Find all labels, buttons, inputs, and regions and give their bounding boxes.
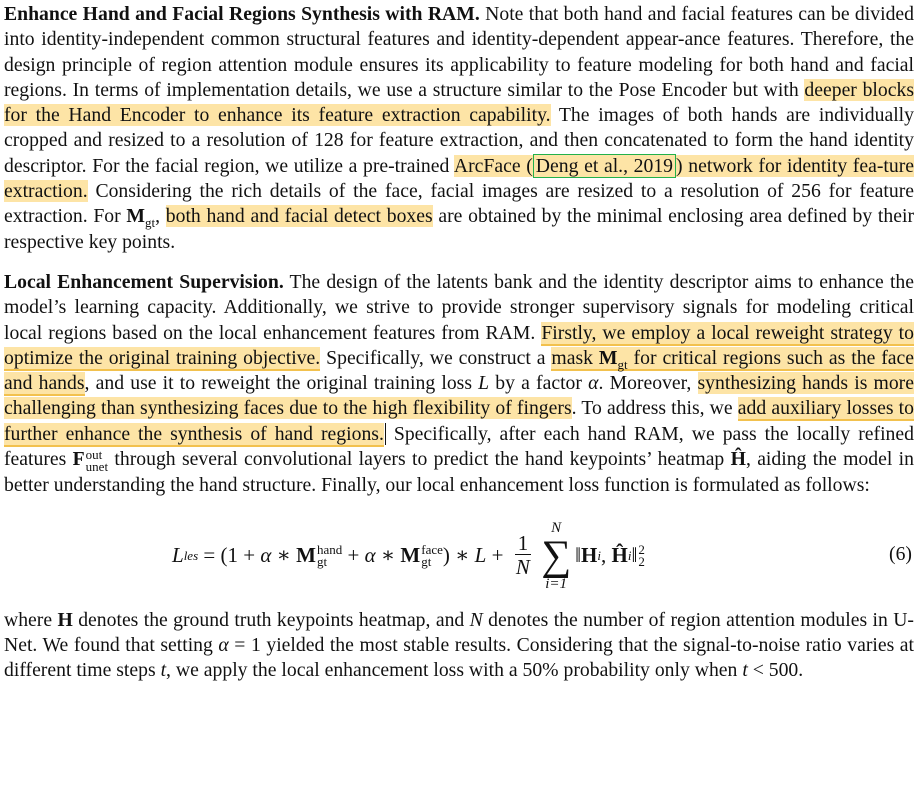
paragraph-ram: Enhance Hand and Facial Regions Synthesis with RAM. Note that both hand and facial features can be divided into identity-independent common structural features and identity-dependent appear-ance features. Therefore, the design principle of region attention module ensures its applicability to feature modeling for both hand and facial regions. In terms of implementation details, we use a structure similar to the Pose Encoder but with deeper blocks for the Hand Encoder to enhance its feature extraction capability. The images of both hands are individually cropped and resized to a resolution of 128 for feature extraction, and then concatenated to form the hand identity descriptor. For the facial region, we utilize a pre-trained ArcFace ( Deng et al., 2019 ) network for identity fea-ture extraction. Considering the rich details of the face, facial images are resized to a resolution of 256 for feature extraction. For $M_{gt}$, both hand and facial detect boxes are obtained by the minimal enclosing area defined by their respective key points. [4, 3, 915, 253]
highlight: mask $M_{gt}$ for critical regions such as the face and hands [4, 346, 915, 395]
highlight: both hand and facial detect boxes [165, 205, 433, 228]
paragraph-heading: Enhance Hand and Facial Regions Synthesis with RAM. [4, 3, 480, 25]
paragraph-where: where H denotes the ground truth keypoints heatmap, and N denotes the number of region attention modules in U-Net. We found that setting α = 1 yielded the most stable results. Considering that the signal-to-noise ratio varies at different time steps t, we apply the local enhancement loss with a 50% probability only when t < 500. [4, 608, 915, 682]
highlight: synthesizing hands is more challenging than synthesizing faces due to the high flexibility of fingers [4, 372, 914, 420]
highlight: deeper blocks for the Hand Encoder to enhance its feature extraction capability. [4, 78, 914, 127]
paragraph-supervision: Local Enhancement Supervision. The design of the latents bank and the identity descriptor aims to enhance the model’s learning capacity. Additionally, we strive to provide stronger supervisory signals for modeling critical local regions based on the local enhancement features from RAM. Firstly, we employ a local reweight strategy to optimize the original training objective. Specifically, we construct a mask $M_{gt}$ for critical regions such as the face and hands, and use it to reweight the original training loss L by a factor α. Moreover, synthesizing hands is more challenging than synthesizing faces due to the high flexibility of fingers. To address this, we add auxiliary losses to further enhance the synthesis of hand regions. Specifically, after each hand RAM, we pass the locally refined features F out unet through several convolutional layers to predict the hand keypoints’ heatmap Ĥ, aiding the model in better understanding the hand structure. Finally, our local enhancement loss function is formulated as follows: [4, 270, 915, 496]
equation-number: (6) [889, 542, 912, 565]
highlight: Firstly, we employ a local reweight strategy to optimize the original training objective. [4, 321, 914, 369]
equation-body: L les = (1 + α ∗ M hand gt + α ∗ M face gt ) ∗ L + $\frac{1}{N}$ N ∑ i=1 ‖ H i , Ĥ i ‖ 2 2 [172, 519, 645, 592]
highlight: add auxiliary losses to further enhance the synthesis of hand regions. [4, 397, 914, 445]
paragraph-heading: Local Enhancement Supervision. [4, 270, 284, 293]
citation-link[interactable]: Deng et al., 2019 [533, 154, 676, 178]
equation-6 [4, 506, 914, 602]
paper-page [4, 2, 914, 684]
highlight: ArcFace ( Deng et al., 2019 ) network for identity fea-ture extraction. [4, 154, 915, 203]
